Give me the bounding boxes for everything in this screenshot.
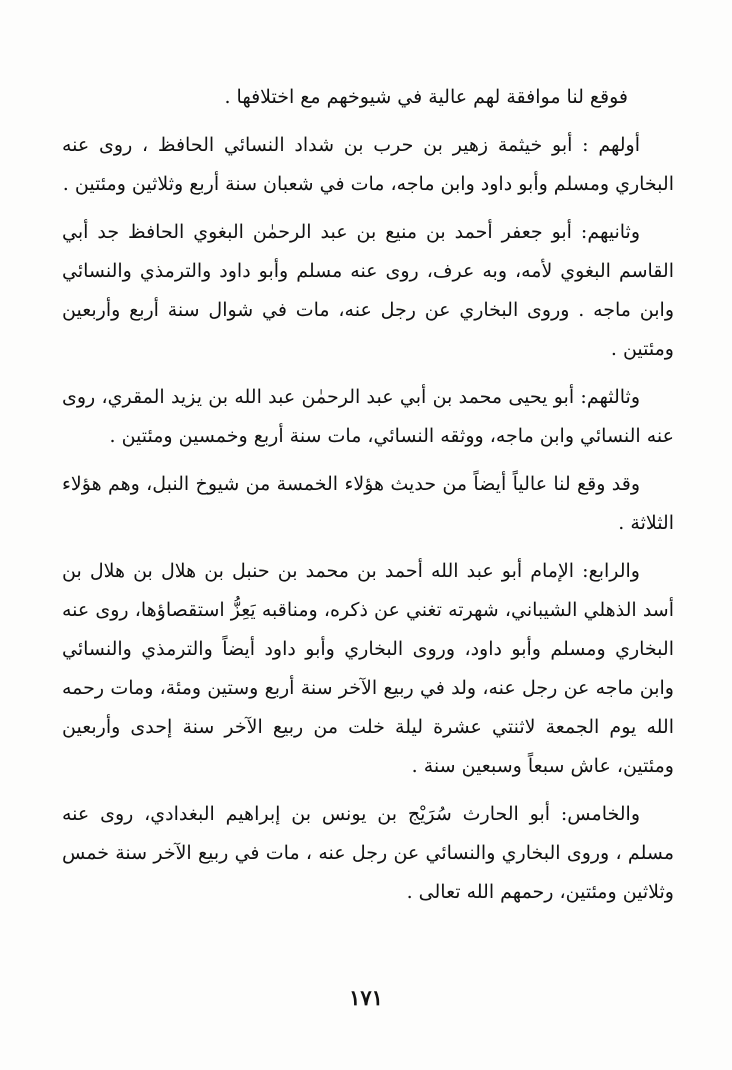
paragraph-fifth-sheikh: والخامس: أبو الحارث سُرَيْج بن يونس بن إبراهيم البغدادي، روى عنه مسلم ، وروى البخاري والنسائي عن رجل عنه ، مات في ربيع الآخر سنة خمس وثلاثين ومئتين، رحمهم الله تعالى . [62,803,674,903]
paragraph-fourth-sheikh: والرابع: الإمام أبو عبد الله أحمد بن محمد بن حنبل بن هلال بن هلال بن أسد الذهلي الشيباني، شهرته تغني عن ذكره، ومناقبه يَعِزُّ استقصاؤها، روى عنه البخاري ومسلم وأبو داود، وروى البخاري وأبو داود أيضاً والترمذي والنسائي وابن ماجه عن رجل عنه، ولد في ربيع الآخر سنة أربع وستين ومئة، ومات رحمه الله يوم الجمعة لاثنتي عشرة ليلة خلت من ربيع الآخر سنة إحدى وأربعين ومئتين، عاش سبعاً وسبعين سنة . [62,560,674,777]
paragraph-third-sheikh: وثالثهم: أبو يحيى محمد بن أبي عبد الرحمٰن عبد الله بن يزيد المقري، روى عنه النسائي وابن ماجه، ووثقه النسائي، مات سنة أربع وخمسين ومئتين . [62,386,674,447]
paragraph-first-sheikh: أولهم : أبو خيثمة زهير بن حرب بن شداد النسائي الحافظ ، روى عنه البخاري ومسلم وأبو داود وابن ماجه، مات في شعبان سنة أربع وثلاثين ومئتين . [62,134,674,195]
paragraph-second-sheikh: وثانيهم: أبو جعفر أحمد بن منيع بن عبد الرحمٰن البغوي الحافظ جد أبي القاسم البغوي لأمه، وبه عرف، روى عنه مسلم وأبو داود والترمذي والنسائي وابن ماجه . وروى البخاري عن رجل عنه، مات في شوال سنة أربع وأربعين ومئتين . [62,221,674,360]
page-number: ١٧١ [349,985,383,1010]
body-text [62,78,674,921]
paragraph-intro: فوقع لنا موافقة لهم عالية في شيوخهم مع اختلافها . [224,86,628,108]
paragraph-note: وقد وقع لنا عالياً أيضاً من حديث هؤلاء الخمسة من شيوخ النبل، وهم هؤلاء الثلاثة . [62,473,674,534]
